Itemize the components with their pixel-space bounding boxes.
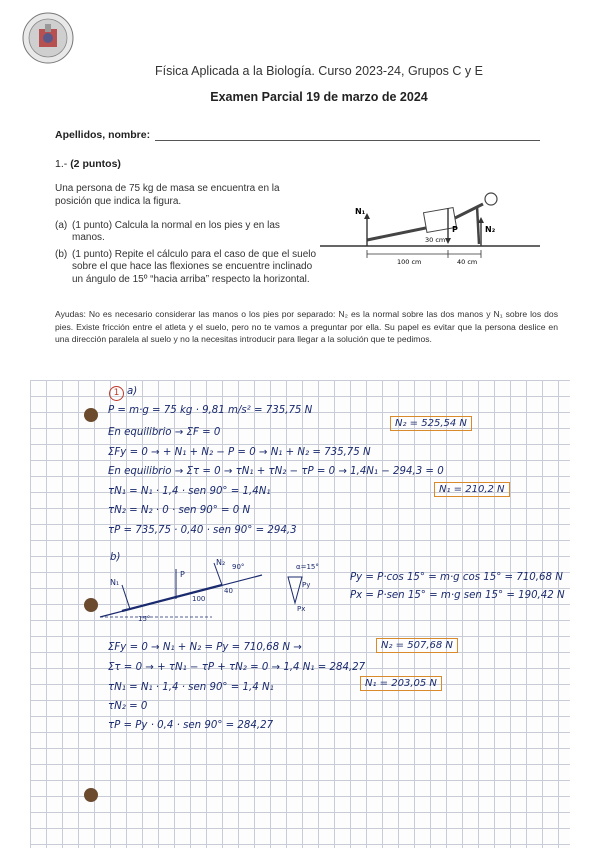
hw-line: En equilibrio → Στ = 0 → τN₁ + τN₂ − τP = 0 → 1,4N₁ − 294,3 = 0	[108, 466, 444, 477]
result-box-n1-a: N₁ = 210,2 N	[434, 482, 510, 497]
inclined-sketch	[92, 555, 342, 630]
hw-line: Στ = 0 → + τN₁ − τP + τN₂ = 0 → 1,4 N₁ = 284,27	[108, 662, 366, 673]
sketch-label-alpha: α=15°	[296, 563, 319, 571]
body-head	[485, 193, 497, 205]
question-statement: Una persona de 75 kg de masa se encuentra en la posición que indica la figura.	[55, 183, 280, 208]
sketch-n1-arrow	[122, 585, 130, 609]
py-line: Py = P·cos 15° = m·g cos 15° = 710,68 N	[350, 572, 563, 583]
body-arm	[477, 206, 479, 244]
hw-line: τN₂ = N₂ · 0 · sen 90° = 0 N	[108, 505, 251, 516]
sketch-label-n1: N₁	[110, 578, 120, 587]
sketch-body	[122, 585, 222, 611]
result-box-n1-b: N₁ = 203,05 N	[360, 676, 442, 691]
sketch-label-px: Px	[297, 605, 306, 613]
pushup-figure	[315, 180, 560, 275]
help-text: Ayudas: No es necesario considerar las manos o los pies por separado: N₂ es la normal sobre las dos manos y N₁ sobre los dos pies. Existe fricción entre el atleta y el suelo, pero no te vamos a preguntar por ella. Su papel es evitar que la persona deslice en una dirección paralela al suelo y no la necesitas introducir para llegar a la solución que te pedimos.	[55, 309, 558, 345]
sketch-label-90: 90°	[232, 563, 245, 571]
label-40cm: 40 cm	[457, 258, 478, 266]
part-a-label: a)	[127, 386, 138, 397]
binder-hole	[84, 788, 98, 802]
part-a-tag: (a)	[55, 220, 68, 231]
hw-line: τP = Py · 0,4 · sen 90° = 284,27	[108, 720, 274, 731]
hw-line: ΣFy = 0 → N₁ + N₂ = Py = 710,68 N →	[108, 642, 302, 653]
question-points: (2 puntos)	[70, 158, 121, 170]
handwritten-answer-sheet	[30, 380, 570, 848]
label-n2: N₂	[485, 225, 496, 234]
body-torso	[455, 204, 483, 218]
sketch-label-15: 15°	[138, 615, 151, 623]
result-box-n2-b: N₂ = 507,68 N	[376, 638, 458, 653]
px-line: Px = P·sen 15° = m·g sen 15° = 190,42 N	[350, 590, 565, 601]
hw-line: ΣFy = 0 → + N₁ + N₂ − P = 0 → N₁ + N₂ = 735,75 N	[108, 447, 371, 458]
hw-line: τP = 735,75 · 0,40 · sen 90° = 294,3	[108, 525, 297, 536]
part-b-text: (1 punto) Repite el cálculo para el caso de que el suelo sobre el que hace las flexiones se encuentre inclinado un ángulo de 15º “hacia arriba” respecto la horizontal.	[72, 249, 317, 285]
sketch-label-p: P	[180, 570, 185, 579]
course-title: Física Aplicada a la Biología. Curso 2023-24, Grupos C y E	[155, 64, 483, 78]
exercise-mark: 1	[109, 386, 124, 401]
sketch-label-100: 100	[192, 595, 206, 603]
binder-hole	[84, 408, 98, 422]
label-p: P	[452, 225, 458, 234]
force-triangle	[288, 577, 302, 603]
part-b-tag: (b)	[55, 249, 68, 260]
hw-line: τN₂ = 0	[108, 701, 148, 712]
hw-line: τN₁ = N₁ · 1,4 · sen 90° = 1,4 N₁	[108, 682, 274, 693]
exam-title: Examen Parcial 19 de marzo de 2024	[210, 90, 428, 104]
university-seal-logo	[22, 12, 74, 64]
hw-line: P = m·g = 75 kg · 9,81 m/s² = 735,75 N	[108, 405, 313, 416]
hw-line: τN₁ = N₁ · 1,4 · sen 90° = 1,4N₁	[108, 486, 271, 497]
result-box-n2-a: N₂ = 525,54 N	[390, 416, 472, 431]
part-b-label: b)	[110, 552, 121, 563]
name-line	[155, 140, 540, 141]
label-30cm: 30 cm	[425, 236, 446, 244]
sketch-label-py: Py	[302, 581, 311, 589]
label-100cm: 100 cm	[397, 258, 422, 266]
sketch-label-n2: N₂	[216, 558, 226, 567]
hw-line: En equilibrio → ΣF = 0	[108, 427, 221, 438]
label-n1: N₁	[355, 207, 366, 216]
question-heading	[55, 158, 121, 170]
sketch-label-40: 40	[224, 587, 233, 595]
question-number: 1.-	[55, 158, 68, 170]
name-label: Apellidos, nombre:	[55, 129, 151, 141]
part-a-text: (1 punto) Calcula la normal en los pies y en las manos.	[72, 220, 280, 244]
